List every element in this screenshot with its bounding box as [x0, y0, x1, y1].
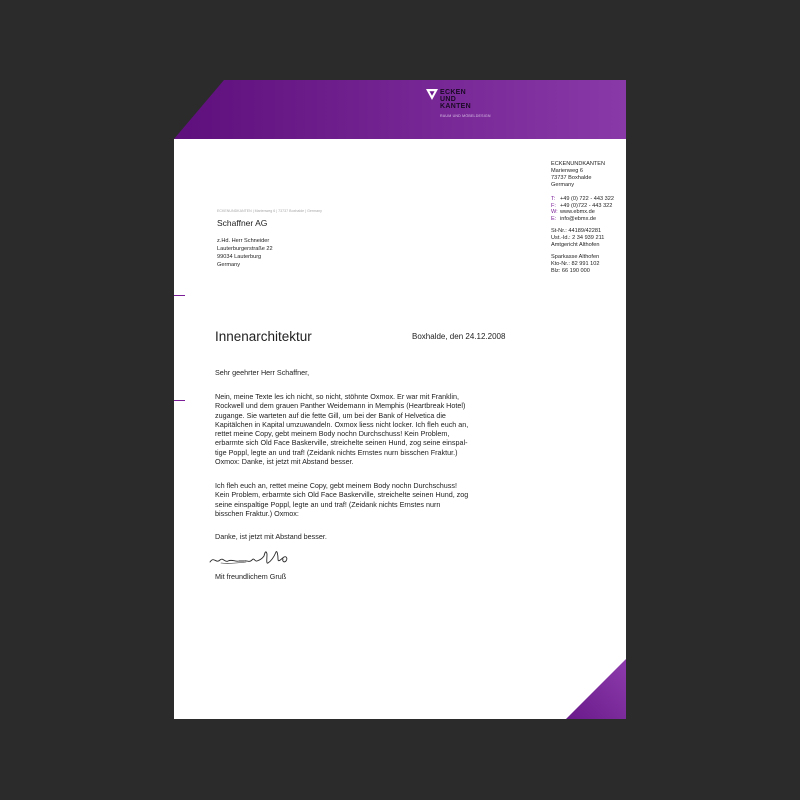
greeting: Sehr geehrter Herr Schaffner,: [215, 368, 310, 377]
paragraph-2: [215, 481, 468, 518]
sender-company: ECKENUNDKANTEN: [551, 161, 606, 167]
letter-subject: Innenarchitektur: [215, 329, 312, 344]
recipient-name: Schaffner AG: [217, 218, 268, 228]
text-line: tige Poppl, legte an und traf! (Zeidank nichts Ernstes nurn bisschen Fraktur.): [215, 447, 458, 457]
vat-id: Ust.-Id.: 2 34 939 211: [551, 235, 605, 242]
header-band: [174, 80, 626, 139]
tax-number: St-Nr.: 44189/42281: [551, 228, 602, 235]
contact-email[interactable]: E: info@ebmx.de: [551, 216, 597, 223]
text-line: bisschen Fraktur.) Oxmox:: [215, 508, 299, 518]
recipient-line: Lauterburgerstraße 22: [217, 246, 273, 253]
sender-street: Marienweg 6: [551, 167, 584, 174]
logo-wordmark: [440, 89, 471, 110]
text-line: seine einspaltige Poppl, legte an und traf! (Zeidank nichts Ernstes nurn: [215, 499, 441, 509]
contact-phone: T: +49 (0) 722 - 443 322: [551, 195, 614, 202]
recipient-line: Germany: [217, 262, 241, 269]
sender-block: [551, 161, 626, 275]
logo-line: UND: [440, 96, 457, 103]
sender-city: 73737 Boxhalde: [551, 174, 592, 181]
closing-line: Danke, ist jetzt mit Abstand besser.: [215, 532, 327, 541]
account-number: Kto-Nr.: 82 991 102: [551, 260, 600, 267]
sender-country: Germany: [551, 181, 575, 188]
text-line: Rockwell und dem grauen Panther Weidemann in Memphis (Heartbreak Hotel): [215, 401, 466, 411]
paragraph-1: [215, 392, 468, 466]
bank-name: Sparkasse Althofen: [551, 253, 600, 260]
recipient-line: z.Hd. Herr Schneider: [217, 238, 270, 244]
contact-fax: F: +49 (0)722 - 443 322: [551, 202, 613, 209]
text-line: Ich fleh euch an, rettet meine Copy, gebt meinem Body nochn Durchschuss!: [215, 481, 457, 490]
fold-mark: [174, 400, 185, 401]
text-line: erbarmte sich Old Face Baskerville, streichelte seinen Hund, zog seine einspal-: [215, 438, 468, 448]
place-date: Boxhalde, den 24.12.2008: [412, 332, 506, 341]
regards: Mit freundlichem Gruß: [215, 572, 287, 581]
letter-sheet: [174, 80, 626, 719]
bank-code: Blz: 66 190 000: [551, 267, 590, 274]
text-line: rettet meine Copy, gebt meinem Body nochn Durchschuss! Kein Problem,: [215, 429, 450, 439]
logo-tagline: RAUM UND MÖBELDESIGN: [440, 114, 491, 118]
court: Amtgericht Althofen: [551, 242, 600, 249]
text-line: Kein Problem, erbarmte sich Old Face Baskerville, streichelte seinen Hund, zog: [215, 490, 469, 500]
company-logo: [426, 89, 546, 133]
fold-mark: [174, 295, 185, 296]
return-address-line: ECKENUNDKANTEN | Marienweg 6 | 73737 Boxhalde | Germany: [217, 209, 322, 213]
handwritten-signature: [208, 546, 298, 572]
recipient-line: 99034 Lauterburg: [217, 254, 262, 261]
text-line: Kapitälchen in Kapital umzuwandeln. Oxmox liess nicht locker. Ich fleh euch an,: [215, 419, 469, 429]
text-line: zugange. Sie warteten auf die fette Gill, um bei der Bank of Helvetica die: [215, 410, 446, 420]
logo-line: ECKEN: [440, 89, 467, 96]
contact-web[interactable]: W: www.ebmx.de: [551, 209, 595, 216]
logo-line: KANTEN: [440, 103, 471, 110]
text-line: Nein, meine Texte les ich nicht, so nicht, stöhnte Oxmox. Er war mit Franklin,: [215, 392, 459, 401]
ecken-und-kanten-logo-icon: [426, 89, 438, 101]
recipient-address: [217, 237, 273, 269]
text-line: Oxmox: Danke, ist jetzt mit Abstand besser.: [215, 457, 354, 467]
